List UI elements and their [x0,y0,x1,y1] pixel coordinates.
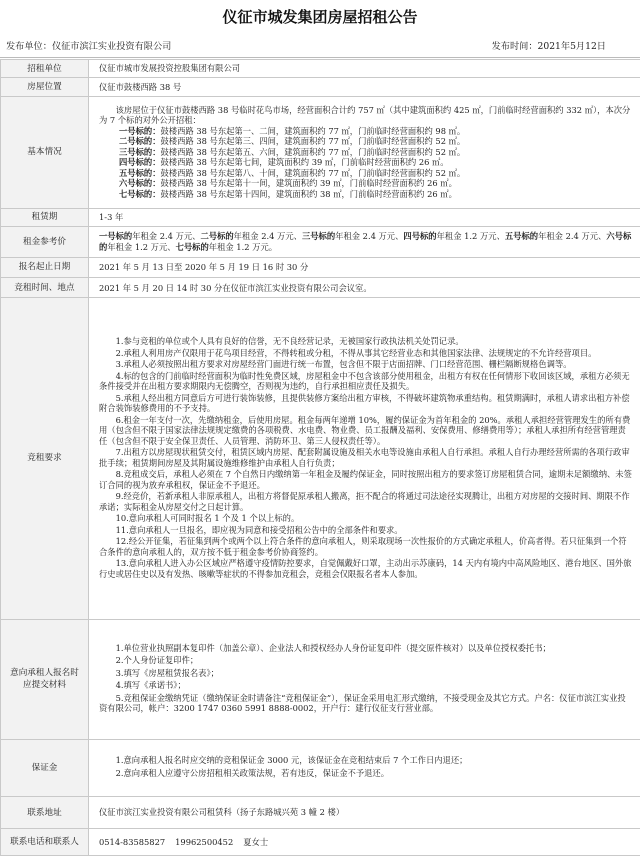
lot-item [99,136,632,147]
material-item: 1.单位营业执照副本复印件（加盖公章）、企业法人和授权经办人身份证复印件（提交原件核对）以及单位授权委托书； [115,642,551,653]
header-divider [0,57,640,58]
lot-desc: 鼓楼西路 38 号东起第五、六间，建筑面积约 77 ㎡，门前临时经营面积约 52 ㎡。 [160,146,466,157]
basic-info-intro: 该房屋位于仪征市鼓楼西路 38 号临时花鸟市场，经营面积合计约 757 ㎡（其中建筑面积约 425 ㎡，门前临时经营面积约 332 ㎡），本次分为 7 个标的对外公开招租： [99,104,631,126]
rent-item [200,231,301,241]
rent-item [302,231,403,241]
lot-desc: 鼓楼西路 38 号东起第七间，建筑面积约 39 ㎡，门前临时经营面积约 26 ㎡。 [160,157,449,168]
requirement-item: 6.租金一年支付一次，先缴纳租金，后使用房屋。租金每两年递增 10%，履约保证金为首年租金的 20%。承租人承担经营管理发生的所有费用（包含但不限于国家法律法规规定缴费的各项税费、水电费、物业费、员工报酬及福利、安保费用、修缮费用等）；承租人承担所有经营管理责任（包含但不限于安全保卫责任、人员管理、消防环卫、第三人侵权责任等）。 [99,414,631,446]
deposit-label: 保证金 [1,739,89,796]
requirement-item: 4.标的包含的门前临时经营面积为临时性免费区域，房屋租金中不包含该部分使用租金，出租方有权在任何情形下收回该区域，承租方必须无条件接受并在出租方要求期限内无偿腾空，否则视为违约，自行承担相应责任及损失。 [99,370,630,392]
publisher-name: 仪征市滨江实业投资有限公司 [51,41,172,52]
row-location [1,78,640,96]
requirements-value [89,298,640,619]
rent-item [99,231,200,241]
requirement-item: 12.经公开征集，若征集到两个或两个以上符合条件的意向承租人，则采取现场一次性报价的方式确定承租人，价高者得。若只征集到一个符合条件的意向承租人的，双方按不低于租金参考价协商签约。 [99,536,627,557]
reference-rent-value [89,227,640,258]
application-materials-value [89,619,640,739]
rent-lot-name: 三号标的 [301,231,336,242]
row-contact [1,829,640,856]
requirement-item: 7.出租方以房屋现状租赁交付，租赁区域内房屋、配套附属设施及相关水电等设施由承租人自行承担。承租人自行办理经营所需的各项行政审批手续；租赁期间房屋及其附属设施维修维护由承租人自行负责； [99,447,630,468]
publisher-info [6,38,171,56]
basic-info-label: 基本情况 [1,96,89,208]
material-item: 4.填写《承诺书》； [115,680,186,691]
rent-lot-text: 年租金 2.4 万元、 [335,231,404,242]
publish-meta [0,38,640,56]
reference-rent-label: 租金参考价 [1,227,89,258]
lease-term-label: 租赁期 [1,208,89,226]
row-reference-rent [1,227,640,258]
bidding-time-place-label: 竞租时间、地点 [1,278,89,298]
lot-item [99,189,632,200]
row-requirements [1,298,640,619]
rent-item [403,231,504,241]
lessor-value: 仪征市城市发展投资控股集团有限公司 [89,60,640,78]
lot-desc: 鼓楼西路 38 号东起第三、四间，建筑面积约 77 ㎡，门前临时经营面积约 52 ㎡。 [160,136,466,147]
row-basic-info [1,96,640,208]
contact-phone-2: 19962500452 [175,836,234,847]
row-application-materials [1,619,640,739]
material-item: 3.填写《房屋租赁报名表》； [115,667,219,678]
publish-time-info [492,38,606,56]
basic-info-value [89,96,640,208]
bidding-time-place-value: 2021 年 5 月 20 日 14 时 30 分在仪征市滨江实业投资有限公司会议室。 [89,278,640,298]
signup-dates-value: 2021 年 5 月 13 日至 2020 年 5 月 19 日 16 时 30 分 [89,257,640,277]
row-deposit [1,739,640,796]
rent-lot-text: 年租金 1.2 万元、 [436,231,505,242]
contact-person: 夏女士 [243,836,269,847]
rent-lot-name: 六号标的 [99,231,632,252]
address-label: 联系地址 [1,796,89,829]
location-label: 房屋位置 [1,78,89,96]
material-item: 2.个人身份证复印件； [115,655,199,666]
requirement-item: 2.承租人利用房产仅限用于花鸟项目经营，不得转租或分租，不得从事其它经营业态和其他国家法律、法规规定的不允许经营项目。 [115,347,597,358]
requirement-item: 13.意向承租人进入办公区域应严格遵守疫情防控要求，自觉佩戴好口罩，主动出示苏康码，14 天内有境内中高风险地区、港台地区、国外旅行史或居住史以及有发热、咳嗽等症状的不得参加竞租会，竞租会仅限报名者本人参加。 [99,558,632,579]
publish-time-label: 发布时间： [491,41,538,52]
deposit-value [89,739,640,796]
rent-lot-text: 年租金 2.4 万元、 [233,231,302,242]
location-value: 仪征市鼓楼西路 38 号 [89,78,640,96]
requirement-item: 11.意向承租人一旦报名，即应视为同意和接受招租公告中的全部条件和要求。 [115,524,403,535]
application-materials-label: 意向承租人报名时应提交材料 [1,619,89,739]
lot-desc: 鼓楼西路 38 号东起第一、二间，建筑面积约 77 ㎡，门前临时经营面积约 98 ㎡。 [160,125,466,136]
lot-name: 六号标的： [119,178,161,189]
row-bidding-time-place [1,278,640,298]
material-item: 5.竞租保证金缴纳凭证（缴纳保证金时请备注“竞租保证金”），保证金采用电汇形式缴纳，不接受现金及其它方式。户名：仪征市滨江实业投资有限公司，帐户：3200 1747 0360 5991 8888-0002，开户行：建行仪征支行营业部。 [99,692,626,714]
rent-lot-name: 一号标的 [99,231,133,242]
rent-lot-text: 年租金 1.2 万元、 [107,241,176,252]
row-lessor [1,60,640,78]
rent-lot-text: 年租金 2.4 万元、 [538,231,607,242]
lot-desc: 鼓楼西路 38 号东起第十一间，建筑面积约 39 ㎡，门前临时经营面积约 26 ㎡。 [160,178,457,189]
lot-name: 一号标的： [119,125,161,136]
rent-lot-name: 七号标的 [175,241,209,252]
publish-time: 2021年5月12日 [537,41,606,52]
lot-desc: 鼓楼西路 38 号东起第十四间，建筑面积约 38 ㎡，门前临时经营面积约 26 ㎡。 [160,188,457,199]
row-address [1,796,640,829]
lot-item [99,157,632,168]
row-lease-term [1,208,640,226]
requirement-item: 3.承租人必须按照出租方要求对房屋经营门面进行统一布置，包含但不限于店面招牌、门口经营范围、栅栏隔断规格色调等。 [115,359,572,370]
requirement-item: 5.承租人经出租方同意后方可进行装饰装修，且提供装修方案给出租方审核，不得破坏建筑物承重结构。租赁期满时，承租人请求出租方补偿附合装饰装修费用的不予支持。 [99,392,630,414]
contact-phone-1: 0514-83585827 [99,836,166,847]
lot-item [99,147,632,158]
row-signup-dates [1,257,640,277]
requirement-item: 9.经竞价，若新承租人非原承租人，出租方将督促原承租人搬离，拒不配合的将通过司法途径实现腾让，出租方对房屋的交接时间、期限不作承诺；实际租金从房屋交付之日起计算。 [99,491,630,512]
rent-item [505,231,606,241]
deposit-item: 2.意向承租人应遵守公房招租相关政策法规，若有违反，保证金不予退还。 [115,767,390,778]
lot-name: 二号标的： [119,136,161,147]
rent-lot-name: 五号标的 [504,231,539,242]
requirements-label: 竞租要求 [1,298,89,619]
lot-name: 七号标的： [119,188,161,199]
lot-name: 三号标的： [119,146,161,157]
lot-name: 四号标的： [119,157,161,168]
lessor-label: 招租单位 [1,60,89,78]
rent-lot-name: 二号标的 [200,231,234,242]
publisher-label: 发布单位： [6,41,52,52]
requirement-item: 8.竞租成交后，承租人必须在 7 个自然日内缴纳第一年租金及履约保证金，同时按照出租方的要求签订房屋租赁合同，逾期未足额缴纳、未签订合同的视为放弃承租权，保证金不予退还。 [99,469,632,490]
contact-value [89,829,640,856]
lot-name: 五号标的： [119,167,161,178]
rent-lot-text: 年租金 1.2 万元。 [208,241,278,252]
deposit-item: 1.意向承租人报名时应交纳的竞租保证金 3000 元，该保证金在竞租结束后 7 个工作日内退还； [115,755,468,766]
rent-lot-text: 年租金 2.4 万元、 [132,231,201,242]
requirement-item: 10.意向承租人可同时报名 1 个及 1 个以上标的。 [115,513,300,524]
rent-lot-name: 四号标的 [403,231,437,242]
lot-desc: 鼓楼西路 38 号东起第八、十间，建筑面积约 77 ㎡，门前临时经营面积约 52 ㎡。 [160,167,466,178]
rent-item [176,242,277,252]
lot-item [99,178,632,189]
lease-term-value: 1-3 年 [89,208,640,226]
signup-dates-label: 报名起止日期 [1,257,89,277]
announcement-table [0,59,640,856]
requirement-item: 1.参与竞租的单位或个人具有良好的信誉，无不良经营记录，无被国家行政执法机关处罚记录。 [115,336,464,347]
contact-label: 联系电话和联系人 [1,829,89,856]
lot-item [99,168,632,179]
page-title: 仪征市城发集团房屋招租公告 [222,8,418,26]
address-value: 仪征市滨江实业投资有限公司租赁科（扬子东路城兴苑 3 幢 2 楼） [89,796,640,829]
lot-item [99,126,632,137]
